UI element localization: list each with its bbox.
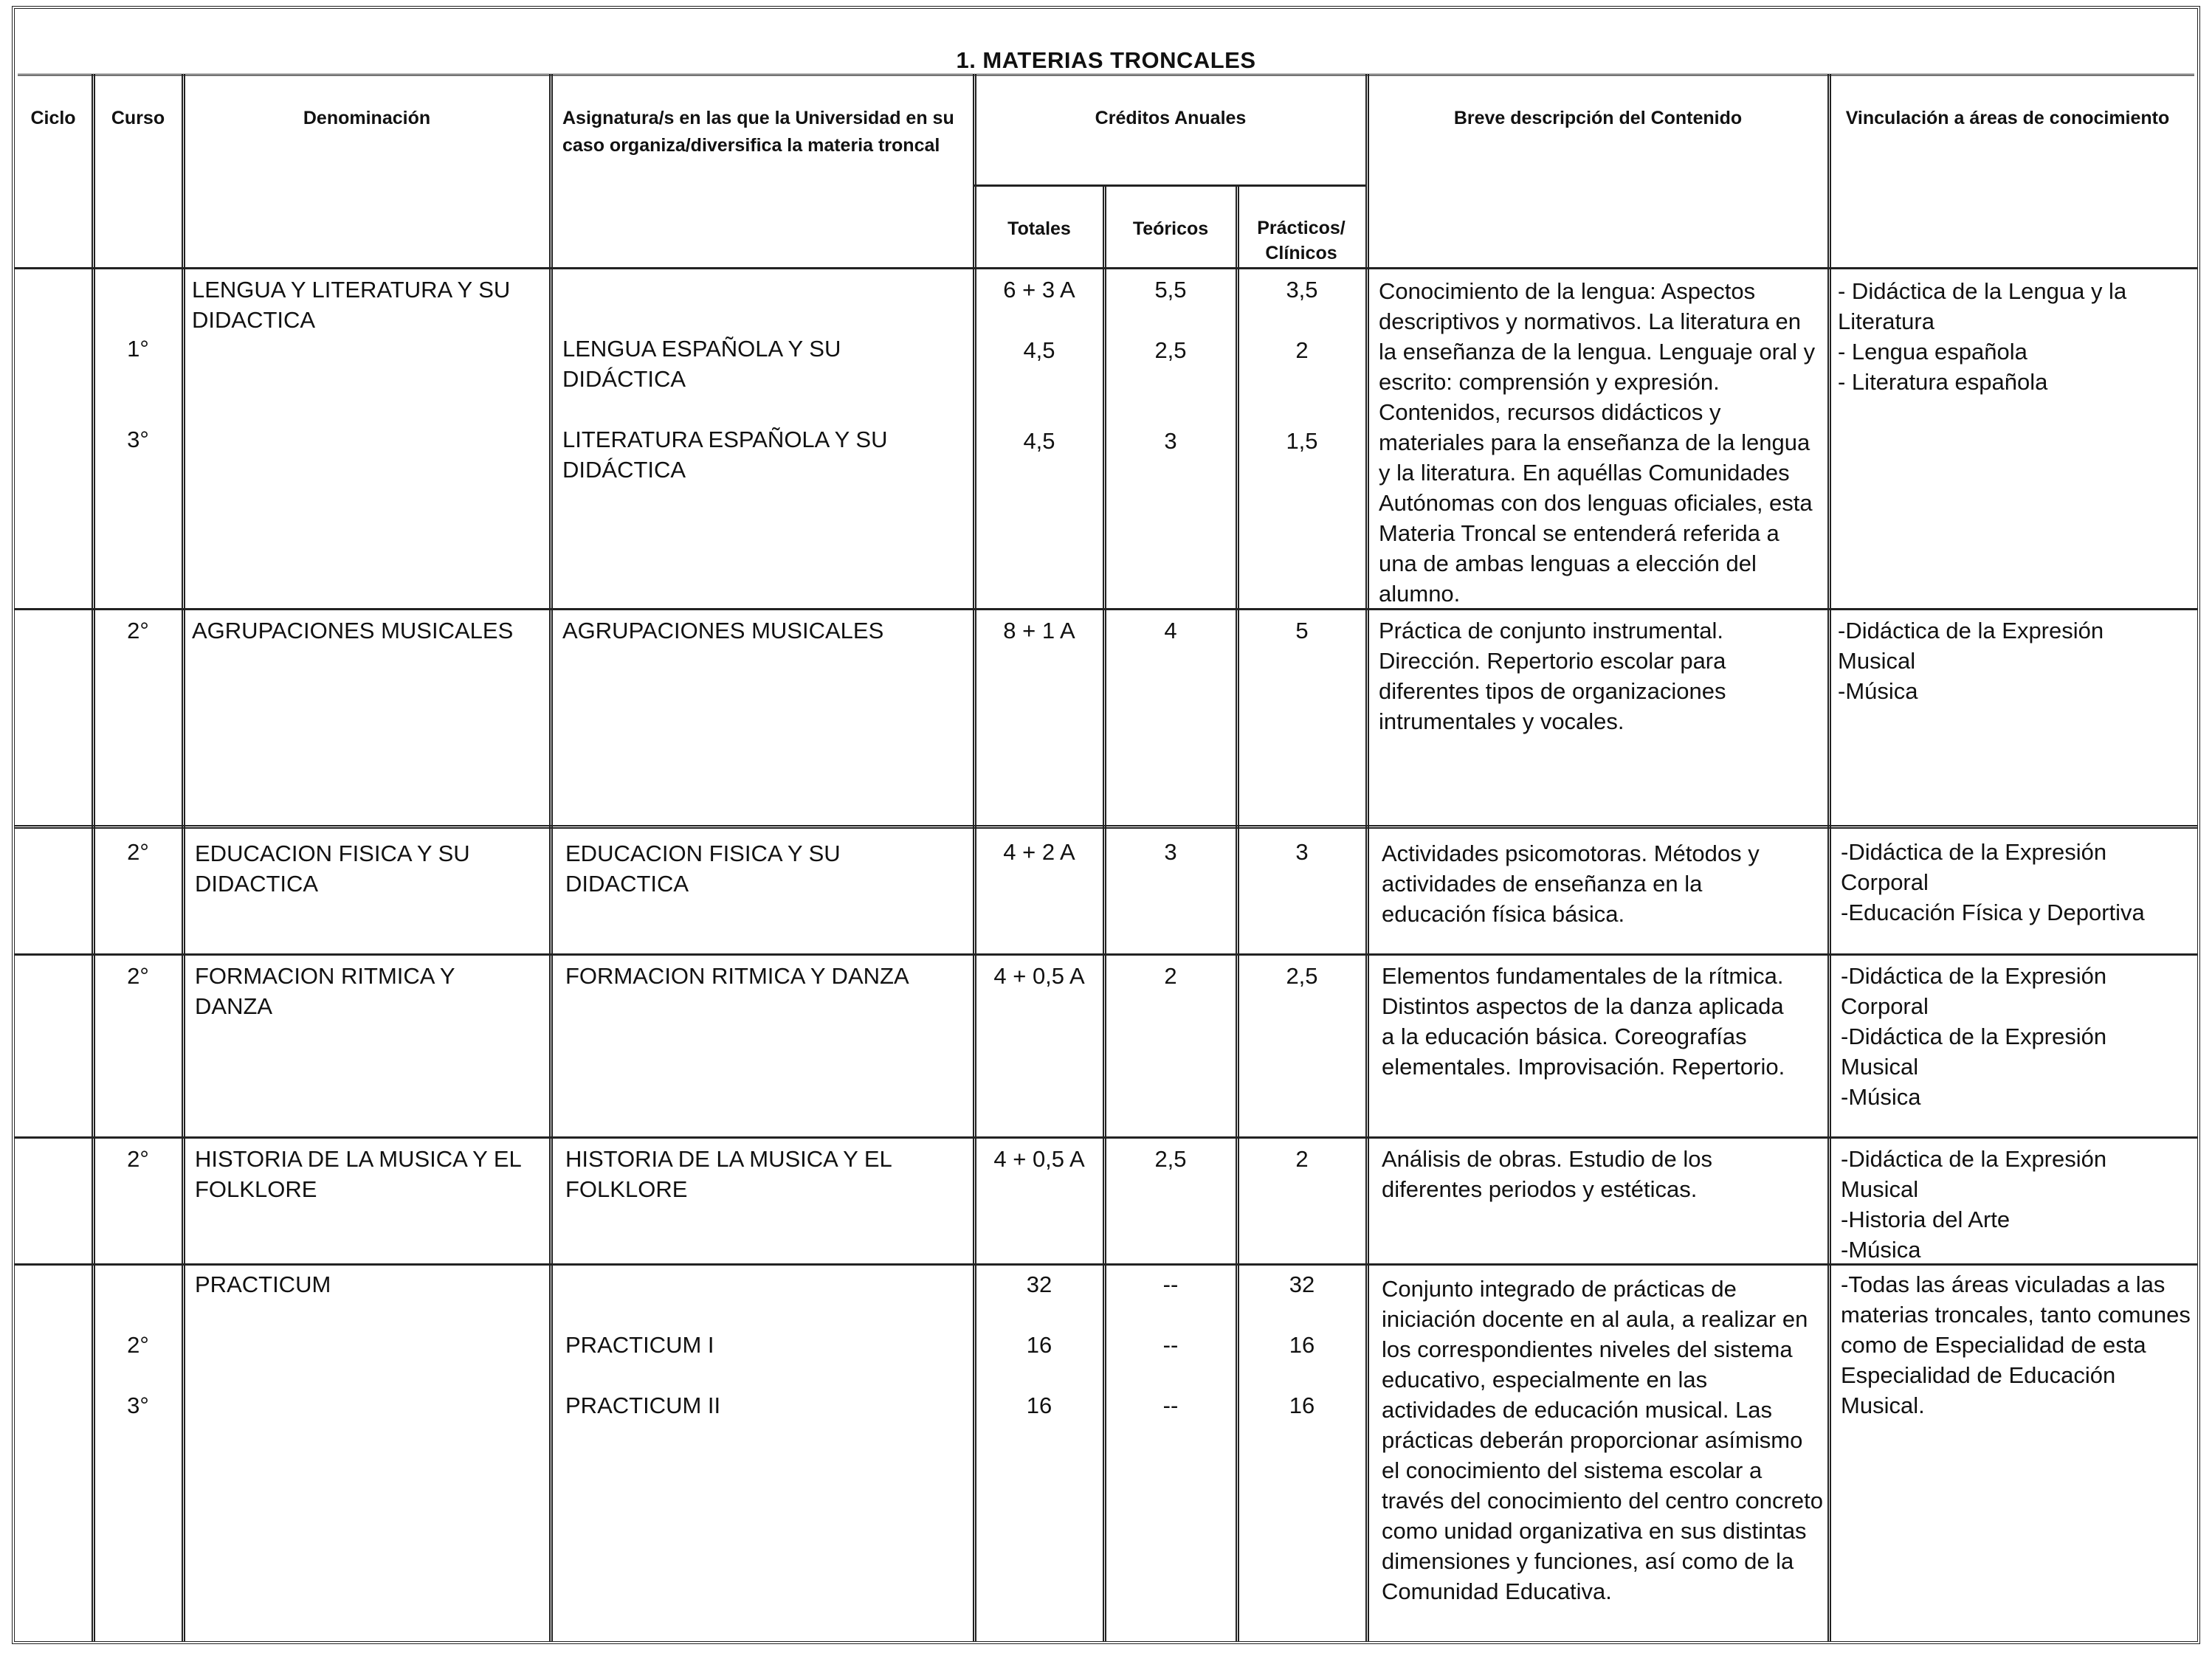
cell-practicos: 5 bbox=[1295, 618, 1309, 643]
header-ciclo: Ciclo bbox=[30, 108, 76, 128]
table-title: 1. MATERIAS TRONCALES bbox=[956, 47, 1256, 73]
materias-troncales-table bbox=[12, 6, 2200, 1644]
cell-denominacion: LENGUA Y LITERATURA Y SU DIDACTICA bbox=[192, 277, 511, 333]
header-denominacion: Denominación bbox=[303, 108, 431, 128]
header-practicos: Prácticos/ Clínicos bbox=[1257, 218, 1346, 263]
cell-asignatura: AGRUPACIONES MUSICALES bbox=[562, 618, 884, 643]
cell-curso: 1° 3° bbox=[127, 336, 149, 452]
title-divider bbox=[18, 74, 2194, 76]
header-curso: Curso bbox=[111, 108, 165, 128]
cell-practicos: 2 bbox=[1295, 1146, 1309, 1172]
cell-vinculacion: -Todas las áreas viculadas a las materias troncales, tanto comunes como de Especialidad de esta Especialidad de Educación Musical. bbox=[1841, 1271, 2191, 1418]
cell-totales: 4 + 2 A bbox=[1003, 839, 1075, 865]
cell-vinculacion: -Didáctica de la Expresión Corporal -Didáctica de la Expresión Musical -Música bbox=[1841, 963, 2107, 1110]
cell-vinculacion: - Didáctica de la Lengua y la Literatura - Lengua española - Literatura española bbox=[1838, 278, 2127, 395]
cell-practicos: 3,5 2 1,5 bbox=[1286, 277, 1318, 454]
header-teoricos: Teóricos bbox=[1132, 218, 1209, 239]
col-divider bbox=[1365, 74, 1369, 1641]
cell-practicos: 32 16 16 bbox=[1289, 1271, 1315, 1418]
cell-denominacion: EDUCACION FISICA Y SU DIDACTICA bbox=[195, 841, 470, 897]
cell-asignatura: FORMACION RITMICA Y DANZA bbox=[565, 963, 909, 989]
cell-teoricos: 3 bbox=[1164, 839, 1177, 865]
cell-teoricos: 5,5 2,5 3 bbox=[1154, 277, 1187, 454]
cell-curso: 2° 3° bbox=[127, 1332, 149, 1418]
cell-practicos: 2,5 bbox=[1286, 963, 1318, 989]
cell-teoricos: -- -- -- bbox=[1162, 1271, 1179, 1418]
cell-denominacion: AGRUPACIONES MUSICALES bbox=[192, 618, 514, 643]
cell-vinculacion: -Didáctica de la Expresión Corporal -Educación Física y Deportiva bbox=[1841, 839, 2145, 925]
col-divider bbox=[1827, 74, 1831, 1641]
cell-descripcion: Conjunto integrado de prácticas de iniciación docente en al aula, a realizar en los correspondientes niveles del sistema educativo, especialmente en las actividades de educación musical. Las prácticas deberán proporcionar asímismo el conocimiento del sistema escolar a través del conocimiento del centro concreto como unidad organizativa en sus distintas dimensiones y funciones, así como de la Comunidad Educativa. bbox=[1382, 1276, 1823, 1604]
header-asignatura: Asignatura/s en las que la Universidad en su caso organiza/diversifica la materia troncal bbox=[562, 108, 954, 156]
cell-totales: 6 + 3 A 4,5 4,5 bbox=[1003, 277, 1075, 454]
cell-descripcion: Actividades psicomotoras. Métodos y actividades de enseñanza en la educación física básica. bbox=[1382, 841, 1760, 927]
header-descripcion: Breve descripción del Contenido bbox=[1453, 108, 1743, 128]
cell-teoricos: 4 bbox=[1164, 618, 1177, 643]
cell-descripcion: Práctica de conjunto instrumental. Dirección. Repertorio escolar para diferentes tipos de organizaciones intrumentales y vocales. bbox=[1379, 618, 1726, 734]
cell-practicos: 3 bbox=[1295, 839, 1309, 865]
cell-descripcion: Análisis de obras. Estudio de los diferentes periodos y estéticas. bbox=[1382, 1146, 1713, 1202]
cell-denominacion: PRACTICUM bbox=[195, 1271, 331, 1297]
cell-curso: 2° bbox=[127, 1146, 149, 1172]
cell-descripcion: Conocimiento de la lengua: Aspectos descriptivos y normativos. La literatura en la enseñanza de la lengua. Lenguaje oral y escrito: comprensión y expresión. Contenidos, recursos didácticos y materiales para la enseñanza de la lengua y la literatura. En aquéllas Comunidades Autónomas con dos lenguas oficiales, esta Materia Troncal se entenderá referida a una de ambas lenguas a elección del alumno. bbox=[1379, 278, 1816, 607]
cell-totales: 8 + 1 A bbox=[1003, 618, 1075, 643]
cell-asignatura: LENGUA ESPAÑOLA Y SU DIDÁCTICA LITERATURA ESPAÑOLA Y SU DIDÁCTICA bbox=[562, 336, 888, 483]
row-divider bbox=[15, 1136, 2197, 1139]
cell-curso: 2° bbox=[127, 618, 149, 643]
cell-totales: 32 16 16 bbox=[1026, 1271, 1052, 1418]
cell-denominacion: FORMACION RITMICA Y DANZA bbox=[195, 963, 455, 1019]
header-vinculacion: Vinculación a áreas de conocimiento bbox=[1845, 108, 2170, 128]
col-divider bbox=[182, 74, 185, 1641]
row-divider bbox=[15, 608, 2197, 610]
header-totales: Totales bbox=[1007, 218, 1071, 239]
cell-vinculacion: -Didáctica de la Expresión Musical -Música bbox=[1838, 618, 2104, 704]
cell-denominacion: HISTORIA DE LA MUSICA Y EL FOLKLORE bbox=[195, 1146, 521, 1202]
row-divider bbox=[973, 184, 1365, 187]
cell-totales: 4 + 0,5 A bbox=[993, 963, 1085, 989]
cell-vinculacion: -Didáctica de la Expresión Musical -Historia del Arte -Música bbox=[1841, 1146, 2107, 1263]
cell-teoricos: 2 bbox=[1164, 963, 1177, 989]
row-divider bbox=[15, 953, 2197, 956]
row-divider bbox=[15, 267, 2197, 269]
cell-curso: 2° bbox=[127, 963, 149, 989]
header-creditos: Créditos Anuales bbox=[1095, 108, 1247, 128]
row-divider bbox=[15, 825, 2197, 829]
cell-asignatura: HISTORIA DE LA MUSICA Y EL FOLKLORE bbox=[565, 1146, 892, 1202]
cell-asignatura: PRACTICUM I PRACTICUM II bbox=[565, 1332, 721, 1418]
cell-totales: 4 + 0,5 A bbox=[993, 1146, 1085, 1172]
cell-asignatura: EDUCACION FISICA Y SU DIDACTICA bbox=[565, 841, 841, 897]
cell-curso: 2° bbox=[127, 839, 149, 865]
col-divider bbox=[549, 74, 553, 1641]
cell-descripcion: Elementos fundamentales de la rítmica. Distintos aspectos de la danza aplicada a la educación básica. Coreografías elementales. Improvisación. Repertorio. bbox=[1382, 963, 1785, 1080]
cell-teoricos: 2,5 bbox=[1154, 1146, 1187, 1172]
